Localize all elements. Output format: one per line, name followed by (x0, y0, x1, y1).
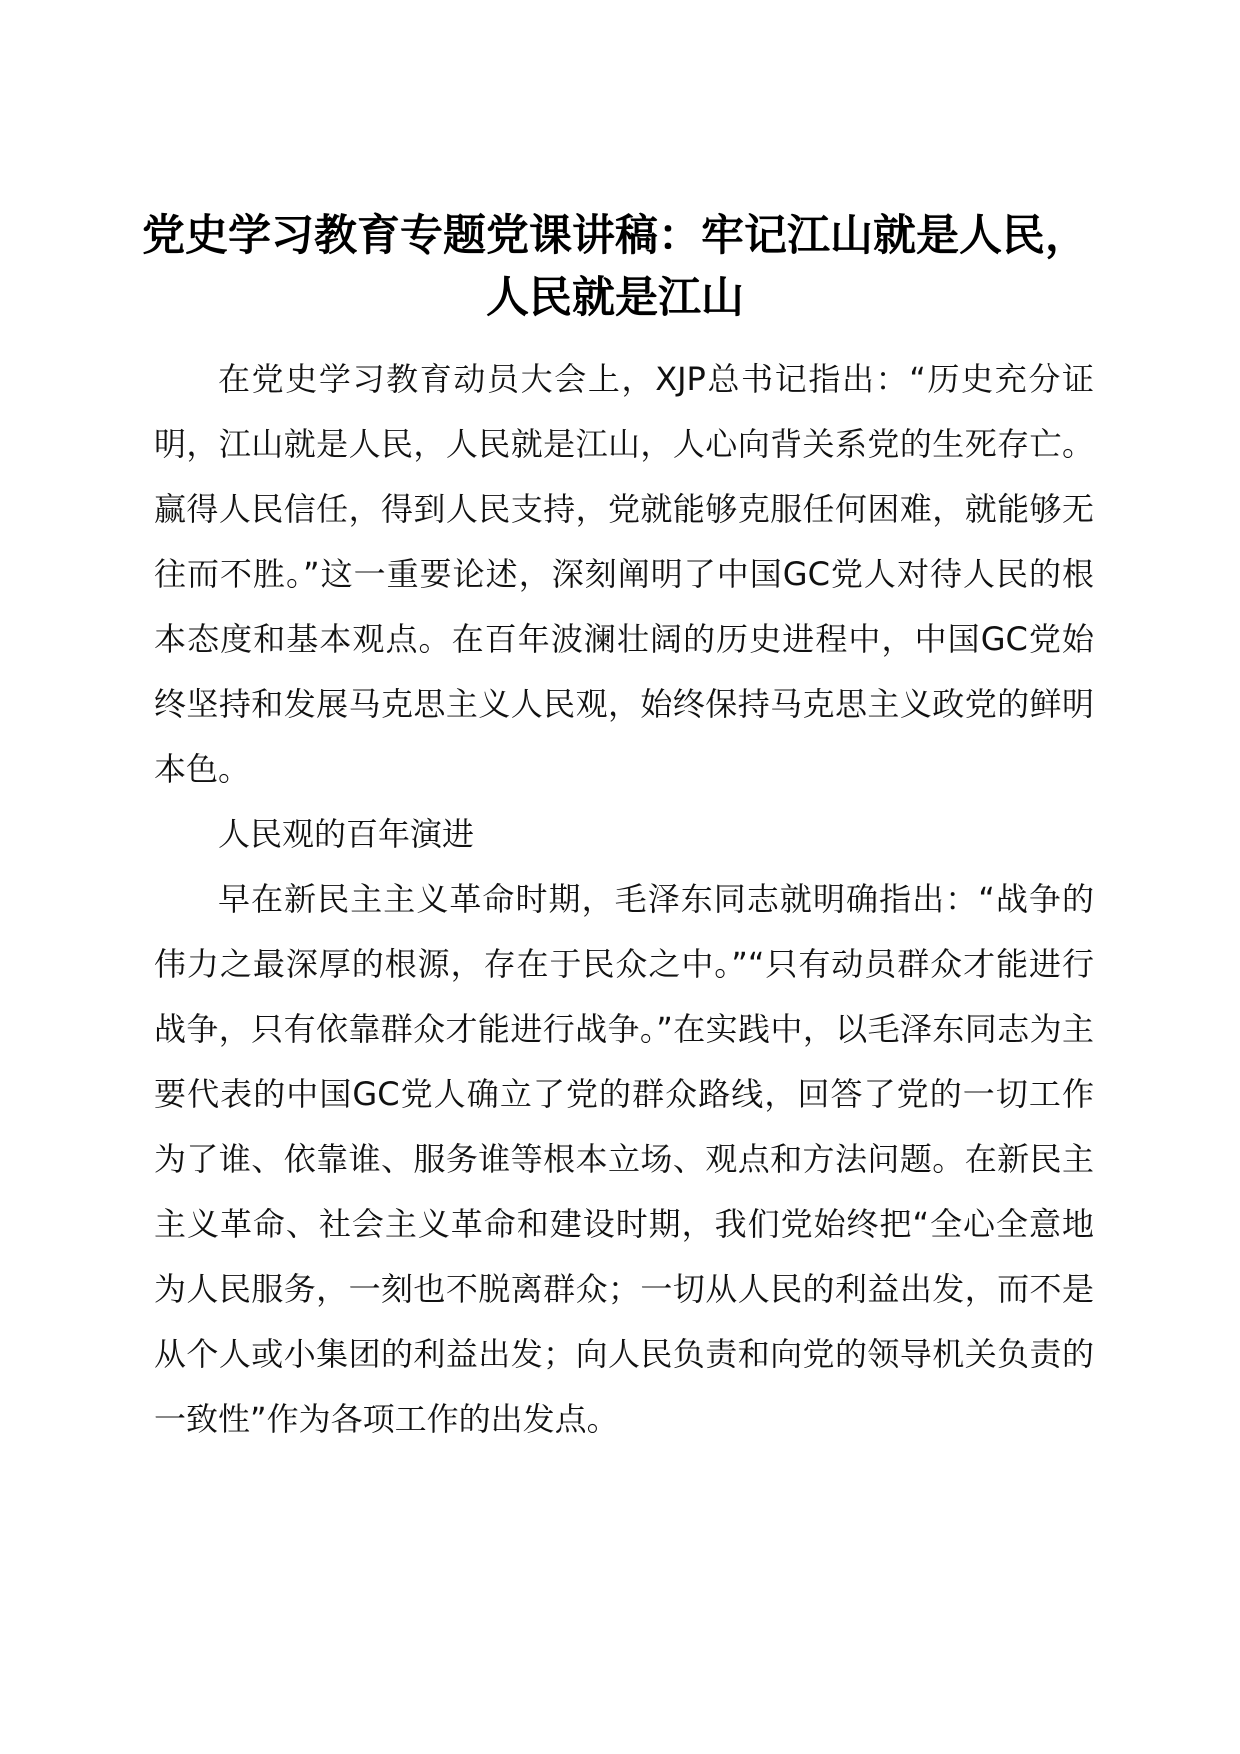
document-body (154, 347, 1094, 1452)
body-paragraph: 早在新民主主义革命时期，毛泽东同志就明确指出：“战争的伟力之最深厚的根源，存在于民众之中。”“只有动员群众才能进行战争，只有依靠群众才能进行战争。”在实践中，以毛泽东同志为主要代表的中国GC党人确立了党的群众路线，回答了党的一切工作为了谁、依靠谁、服务谁等根本立场、观点和方法问题。在新民主主义革命、社会主义革命和建设时期，我们党始终把“全心全意地为人民服务，一刻也不脱离群众；一切从人民的利益出发，而不是从个人或小集团的利益出发；向人民负责和向党的领导机关负责的一致性”作为各项工作的出发点。 (154, 880, 1094, 1438)
section-heading: 人民观的百年演进 (218, 815, 475, 853)
document-title: 党史学习教育专题党课讲稿：牢记江山就是人民，人民就是江山 (142, 211, 1088, 323)
intro-paragraph: 在党史学习教育动员大会上，XJP总书记指出：“历史充分证明，江山就是人民，人民就是江山，人心向背关系党的生死存亡。赢得人民信任，得到人民支持，党就能够克服任何困难，就能够无往而不胜。”这一重要论述，深刻阐明了中国GC党人对待人民的根本态度和基本观点。在百年波澜壮阔的历史进程中，中国GC党始终坚持和发展马克思主义人民观，始终保持马克思主义政党的鲜明本色。 (154, 360, 1094, 788)
